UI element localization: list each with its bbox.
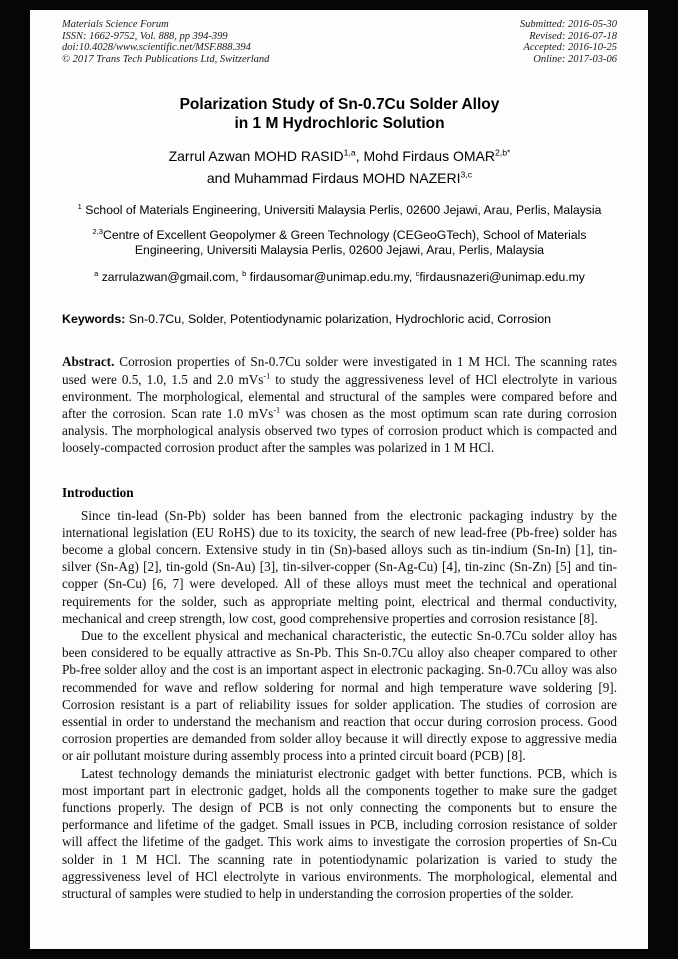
affiliation-2-text: Centre of Excellent Geopolymer & Green Technology (CEGeoGTech), School of Materials Engineering, Universiti Malaysia Perlis, 02600 Jejawi, Arau, Perlis, Malaysia	[103, 227, 587, 258]
abstract-paragraph	[62, 353, 617, 456]
abstract-segment-3: was chosen as the most optimum scan rate during corrosion analysis. The morphological analysis observed two types of corrosion product which is compacted and loosely-compacted corrosion product after the samples was polarized in 1 M HCl.	[62, 405, 617, 456]
abstract-segment-1: Corrosion properties of Sn-0.7Cu solder were investigated in 1 M HCl. The scanning rates used were 0.5, 1.0, 1.5 and 2.0 mVs	[62, 354, 617, 387]
author-1-superscript: 1,a	[343, 147, 356, 158]
issn-volume-pages: ISSN: 1662-9752, Vol. 888, pp 394-399	[62, 30, 228, 42]
journal-header	[62, 19, 617, 65]
affiliation-1-text: School of Materials Engineering, Universiti Malaysia Perlis, 02600 Jejawi, Arau, Perlis, Malaysia	[81, 203, 602, 218]
paper-title-line2: in 1 M Hydrochloric Solution	[234, 115, 445, 133]
introduction-paragraph-3: Latest technology demands the miniaturist electronic gadget with better functions. PCB, which is most important part in electronic gadget, holds all the components together to make sure the gadget functions properly. The design of PCB is not only connecting the components but to ensure the performance and lifetime of the gadget. Small issues in PCB, including corrosion resistance of solder will affect the lifetime of the gadget. This work aims to investigate the corrosion properties of Sn-Cu solder in 1 M HCl. The scanning rate in potentiodynamic polarization is varied to study the aggressiveness level of HCl electrolyte in various environments. The morphological, elemental and structural of samples were studied to help in understanding the corrosion properties of the solder.	[62, 765, 617, 902]
journal-name: Materials Science Forum	[62, 19, 169, 30]
journal-info	[62, 19, 269, 65]
author-separator: ,	[355, 148, 364, 165]
authors-line2	[62, 167, 617, 189]
email-b: firdausomar@unimap.edu.my,	[246, 269, 416, 284]
email-a: zarrulazwan@gmail.com,	[98, 269, 243, 284]
author-3-name: and Muhammad Firdaus MOHD NAZERI	[206, 170, 461, 187]
accepted-date: Accepted: 2016-10-25	[523, 42, 617, 54]
copyright-line: © 2017 Trans Tech Publications Ltd, Switzerland	[62, 53, 270, 65]
introduction-paragraph-2: Due to the excellent physical and mechanical characteristic, the eutectic Sn-0.7Cu solder alloy has been considered to be equally attractive as Sn-Pb. This Sn-0.7Cu alloy also cheaper compared to other Pb-free solder alloy and the cost is an important aspect in electronic packaging. Sn-0.7Cu alloy was also recommended for wave and reflow soldering for normal and high temperature wave soldering [9]. Corrosion resistant is a part of reliability issues for solder application. The studies of corrosion are essential in order to understand the mechanism and reaction that occur during corrosion process. Good corrosion properties are demanded from solder alloy because it will directly expose to aggressive media or air pollutant moisture during assembly process into a printed circuit board (PCB) [8].	[62, 628, 617, 764]
author-1-name: Zarrul Azwan MOHD RASID	[168, 148, 344, 165]
submitted-date: Submitted: 2016-05-30	[519, 19, 617, 30]
affiliation-1	[62, 203, 617, 219]
abstract-segment-2: to study the aggressiveness level of HCl electrolyte in various environment. The morphological, elemental and structural of the samples were compared before and after the corrosion. Scan rate 1.0 mVs	[62, 371, 617, 421]
paper-title	[62, 95, 617, 133]
abstract-superscript-2: -1	[273, 405, 281, 415]
doi-line: doi:10.4028/www.scientific.net/MSF.888.394	[62, 42, 251, 54]
section-heading-introduction: Introduction	[62, 484, 134, 500]
authors-block	[62, 145, 617, 189]
keywords-text: Sn-0.7Cu, Solder, Potentiodynamic polarization, Hydrochloric acid, Corrosion	[125, 312, 551, 327]
author-3-superscript: 3,c	[460, 169, 473, 180]
affiliation-1-superscript: 1	[77, 202, 82, 212]
author-2-superscript: 2,b*	[494, 147, 511, 158]
paper-title-line1: Polarization Study of Sn-0.7Cu Solder Alloy	[179, 96, 500, 114]
keywords-line	[62, 311, 617, 327]
revised-date: Revised: 2016-07-18	[529, 30, 617, 42]
affiliation-2	[62, 228, 617, 259]
online-date: Online: 2017-03-06	[533, 53, 617, 65]
email-c: firdausnazeri@unimap.edu.my	[419, 269, 585, 284]
email-b-superscript: b	[242, 268, 247, 278]
introduction-paragraph-1: Since tin-lead (Sn-Pb) solder has been banned from the electronic packaging industry by the international legislation (EU RoHS) due to its toxicity, the search of new lead-free (Pb-free) solder has become a global concern. Extensive study in tin (Sn)-based alloys such as tin-indium (Sn-In) [1], tin-silver (Sn-Ag) [2], tin-gold (Sn-Au) [3], tin-silver-copper (Sn-Ag-Cu) [4], tin-zinc (Sn-Zn) [5] and tin-copper (Sn-Cu) [6, 7] were developed. All of these alloys must meet the technical and operational requirements for the solder, such as appropriate melting point, electrical and thermal conductivity, mechanical and creep strength, low cost, good comprehensive properties and corrosion resistance [8].	[62, 507, 617, 626]
authors-line1	[62, 145, 617, 167]
submission-dates	[520, 19, 617, 65]
affiliation-2-superscript: 2,3	[92, 226, 104, 236]
abstract-label: Abstract.	[62, 354, 115, 370]
author-2-name: Mohd Firdaus OMAR	[363, 148, 495, 165]
keywords-label: Keywords:	[62, 312, 126, 327]
email-line	[62, 270, 617, 286]
abstract-superscript-1: -1	[263, 371, 271, 381]
email-c-superscript: c	[415, 268, 420, 278]
email-a-superscript: a	[94, 268, 99, 278]
paper-page	[30, 10, 648, 949]
